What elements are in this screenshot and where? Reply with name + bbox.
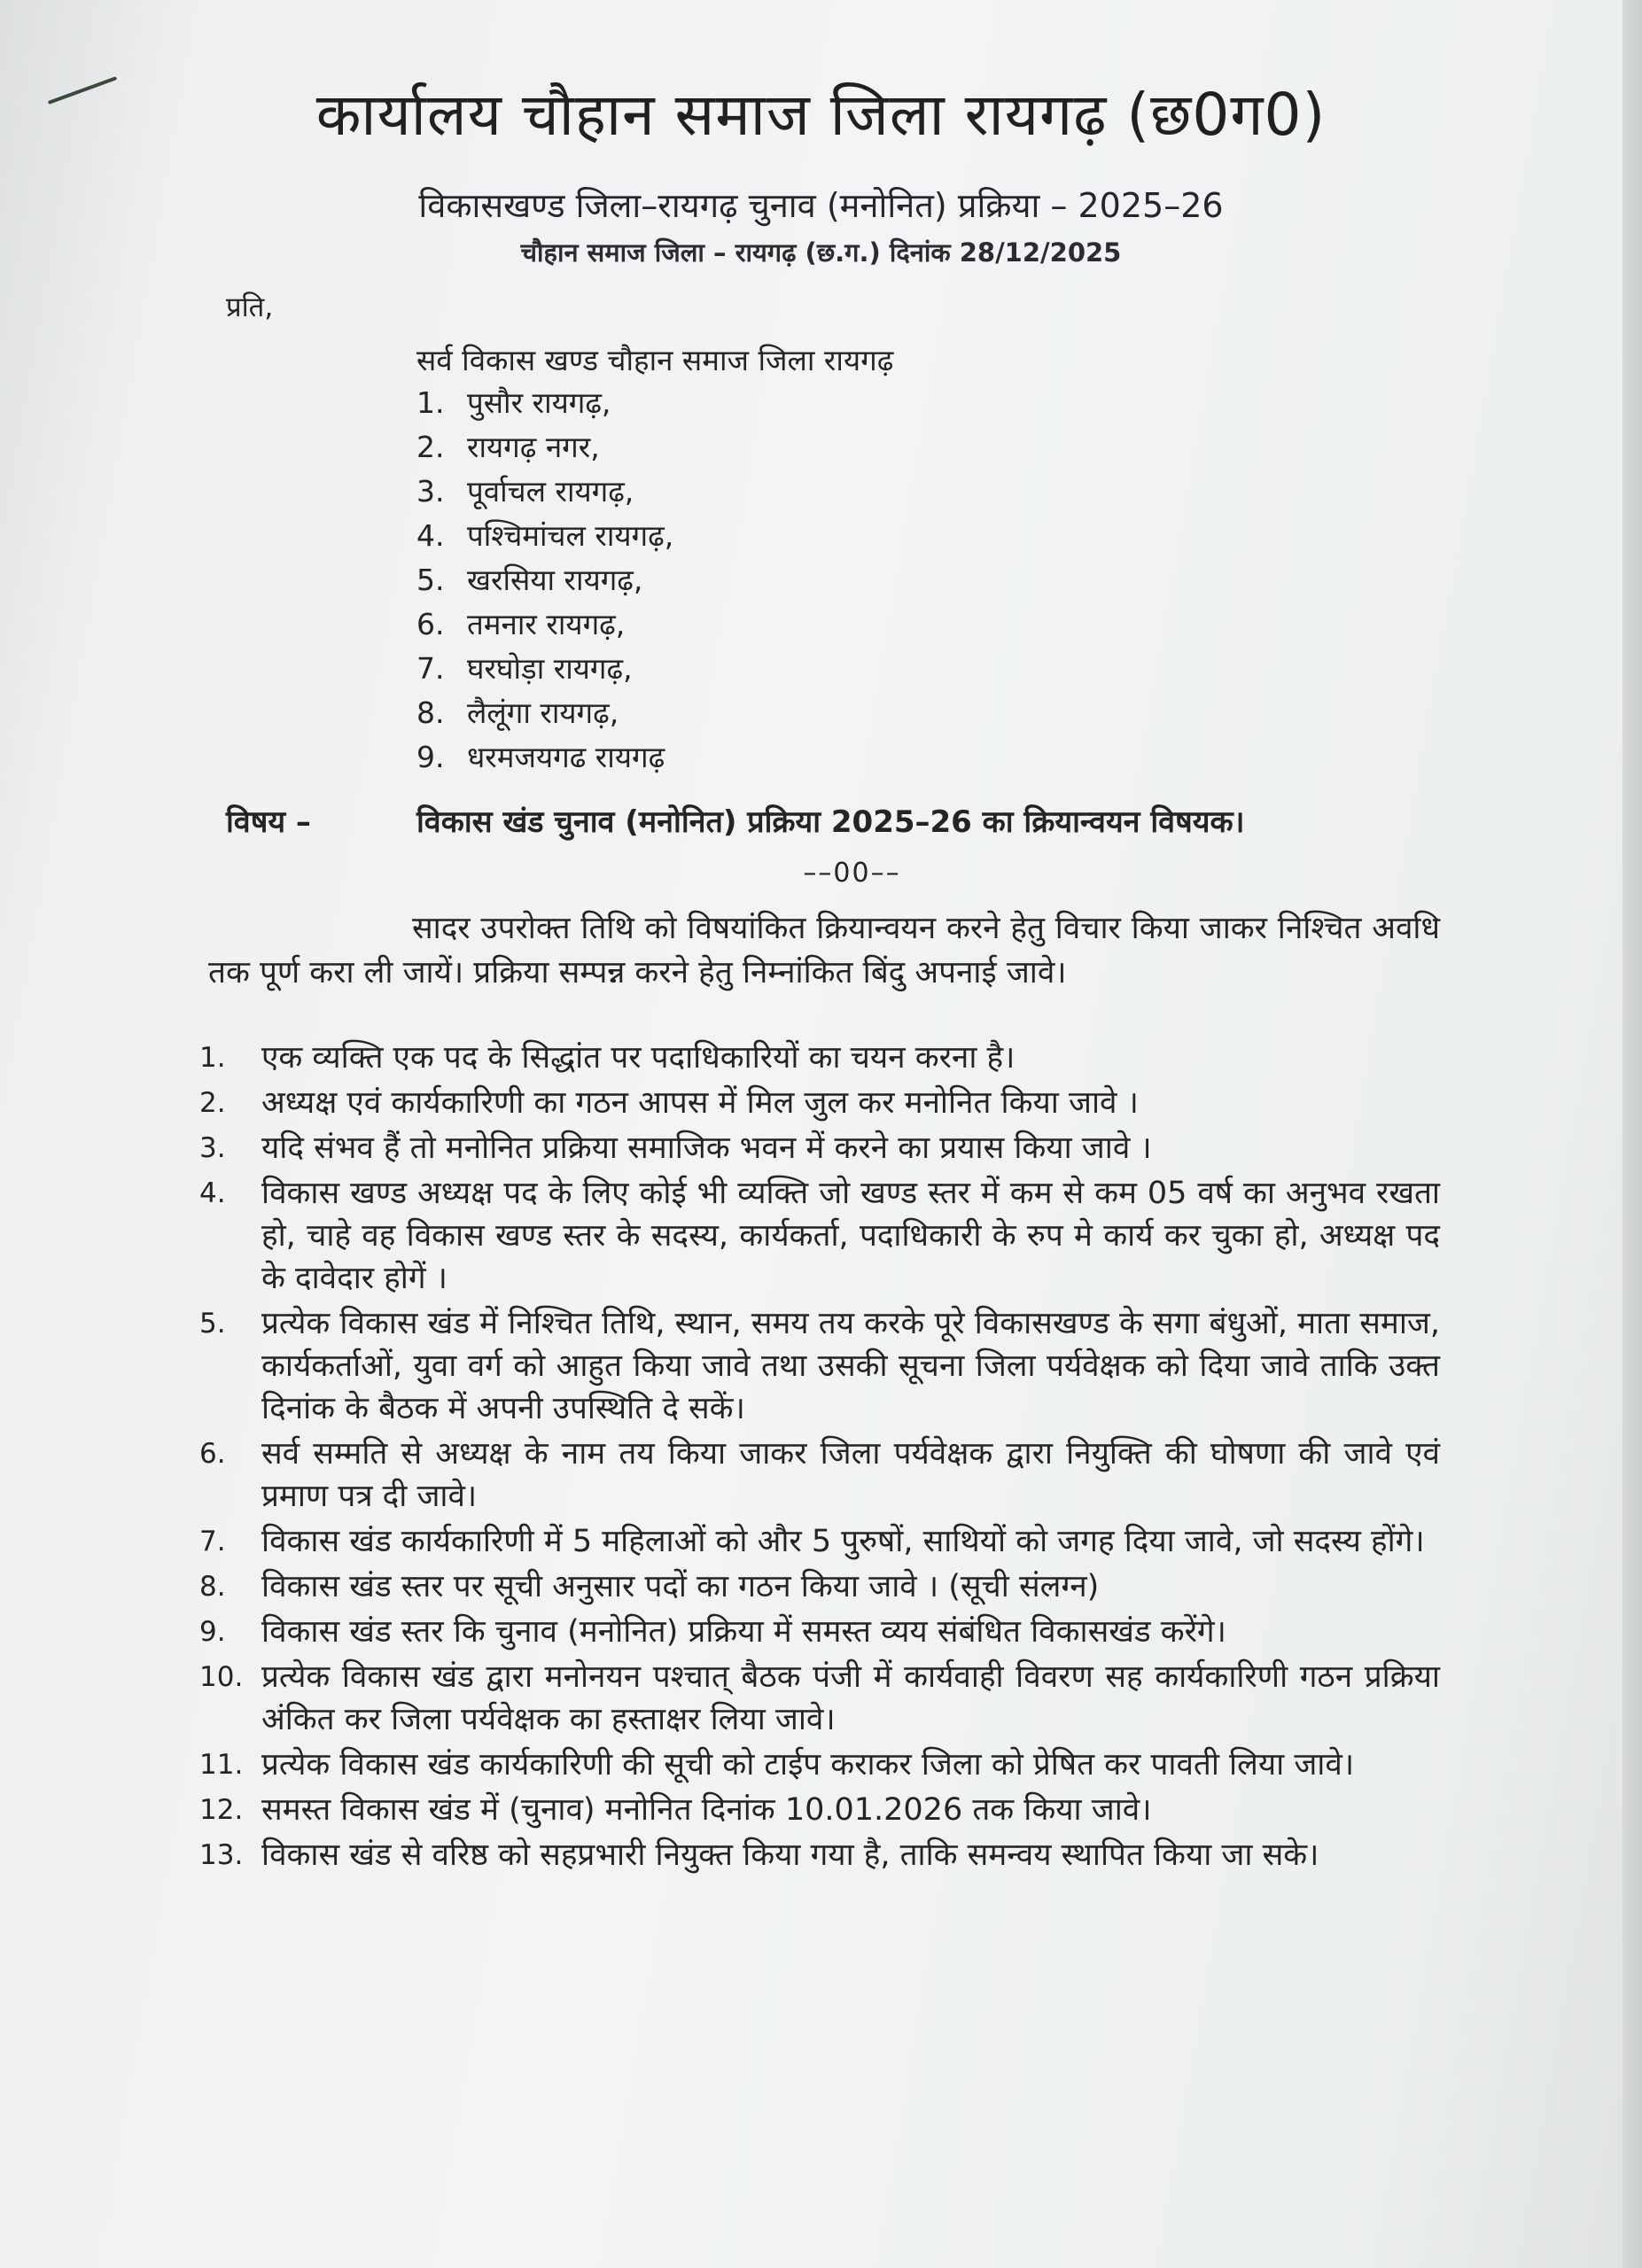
point-number: 5. bbox=[199, 1308, 226, 1340]
list-item-name: पश्चिमांचल रायगढ़, bbox=[467, 518, 674, 553]
list-item-name: पूर्वाचल रायगढ़, bbox=[467, 474, 634, 509]
point-text: विकास खंड कार्यकारिणी में 5 महिलाओं को और 5 पुरुषों, साथियों को जगह दिया जावे, जो सदस्य होंगे। bbox=[261, 1524, 1425, 1559]
point-number: 4. bbox=[199, 1177, 226, 1209]
list-item-number: 7. bbox=[416, 651, 445, 686]
list-item bbox=[199, 1834, 1440, 1876]
list-item bbox=[199, 1433, 1440, 1518]
block-list bbox=[416, 381, 673, 780]
point-text: अध्यक्ष एवं कार्यकारिणी का गठन आपस में मिल जुल कर मनोनित किया जावे । bbox=[261, 1085, 1139, 1121]
list-item-name: घरघोड़ा रायगढ़, bbox=[467, 651, 633, 686]
point-number: 7. bbox=[199, 1526, 226, 1557]
point-number: 9. bbox=[199, 1616, 226, 1648]
point-number: 2. bbox=[199, 1087, 226, 1119]
list-item-number: 2. bbox=[416, 430, 445, 464]
list-item-number: 3. bbox=[416, 474, 445, 509]
point-text: समस्त विकास खंड में (चुनाव) मनोनित दिनांक 10.01.2026 तक किया जावे। bbox=[261, 1792, 1152, 1828]
point-number: 3. bbox=[199, 1132, 226, 1164]
point-text: विकास खंड स्तर कि चुनाव (मनोनित) प्रक्रिया में समस्त व्यय संबंधित विकासखंड करेंगे। bbox=[261, 1614, 1226, 1650]
list-item-number: 1. bbox=[416, 385, 445, 420]
point-text: विकास खंड से वरिष्ठ को सहप्रभारी नियुक्त किया गया है, ताकि समन्वय स्थापित किया जा सके। bbox=[261, 1837, 1319, 1873]
process-subtitle: विकासखण्ड जिला–रायगढ़ चुनाव (मनोनित) प्रक्रिया – 2025–26 bbox=[418, 186, 1224, 225]
point-number: 11. bbox=[199, 1749, 244, 1781]
point-number: 8. bbox=[199, 1571, 226, 1603]
list-item bbox=[199, 1789, 1440, 1831]
page-edge-shadow bbox=[1623, 0, 1642, 2268]
point-text: प्रत्येक विकास खंड कार्यकारिणी की सूची को टाईप कराकर जिला को प्रेषित कर पावती लिया जावे। bbox=[261, 1747, 1355, 1783]
separator: ––00–– bbox=[803, 858, 901, 889]
list-item-name: रायगढ़ नगर, bbox=[467, 430, 600, 464]
point-text: विकास खण्ड अध्यक्ष पद के लिए कोई भी व्यक्ति जो खण्ड स्तर में कम से कम 05 वर्ष का अनुभव रखता हो, चाहे वह विकास खण्ड स्तर के सदस्य, कार्यकर्ता, पदाधिकारी के रुप मे कार्य कर चुका हो, अध्यक्ष पद के दावेदार होगें । bbox=[261, 1176, 1440, 1296]
subject-label: विषय – bbox=[226, 804, 311, 840]
list-item-name: खरसिया रायगढ़, bbox=[467, 563, 643, 597]
list-item bbox=[199, 1037, 1440, 1079]
recipient-addressee: सर्व विकास खण्ड चौहान समाज जिला रायगढ़ bbox=[416, 343, 894, 377]
list-item bbox=[416, 470, 673, 514]
list-item bbox=[199, 1520, 1440, 1563]
list-item bbox=[199, 1656, 1440, 1741]
list-item-number: 8. bbox=[416, 695, 445, 730]
list-item bbox=[199, 1565, 1440, 1608]
list-item bbox=[416, 558, 673, 602]
point-text: सर्व सम्मति से अध्यक्ष के नाम तय किया जाकर जिला पर्यवेक्षक द्वारा नियुक्ति की घोषणा की जावे एवं प्रमाण पत्र दी जावे। bbox=[261, 1436, 1440, 1514]
instruction-list bbox=[199, 1037, 1440, 1879]
point-text: विकास खंड स्तर पर सूची अनुसार पदों का गठन किया जावे । (सूची संलग्न) bbox=[261, 1569, 1100, 1604]
point-number: 13. bbox=[199, 1839, 244, 1871]
list-item-name: लैलूंगा रायगढ़, bbox=[467, 695, 619, 730]
point-text: एक व्यक्ति एक पद के सिद्धांत पर पदाधिकारियों का चयन करना है। bbox=[261, 1040, 1016, 1076]
list-item-number: 4. bbox=[416, 518, 445, 553]
subject-text: विकास खंड चुनाव (मनोनित) प्रक्रिया 2025–26 का क्रियान्वयन विषयक। bbox=[416, 804, 1245, 840]
office-title: कार्यालय चौहान समाज जिला रायगढ़ (छ0ग0) bbox=[315, 81, 1327, 149]
list-item bbox=[416, 735, 673, 780]
list-item bbox=[416, 381, 673, 425]
point-number: 1. bbox=[199, 1042, 226, 1074]
list-item-name: धरमजयगढ रायगढ़ bbox=[467, 740, 665, 774]
recipient-salutation: प्रति, bbox=[226, 291, 274, 323]
list-item-number: 6. bbox=[416, 607, 445, 641]
list-item bbox=[416, 647, 673, 691]
list-item-number: 9. bbox=[416, 740, 445, 774]
point-number: 6. bbox=[199, 1438, 226, 1470]
point-number: 12. bbox=[199, 1794, 244, 1826]
list-item bbox=[199, 1302, 1440, 1430]
intro-text: सादर उपरोक्त तिथि को विषयांकित क्रियान्वयन करने हेतु विचार किया जाकर निश्चित अवधि तक पूर्ण करा ली जायें। प्रक्रिया सम्पन्न करने हेतु निम्नांकित बिंदु अपनाई जावे। bbox=[208, 911, 1440, 990]
list-item bbox=[416, 602, 673, 647]
list-item bbox=[416, 514, 673, 558]
point-text: यदि संभव हैं तो मनोनित प्रक्रिया समाजिक भवन में करने का प्रयास किया जावे । bbox=[261, 1130, 1152, 1166]
list-item-name: तमनार रायगढ़, bbox=[467, 607, 626, 641]
point-text: प्रत्येक विकास खंड द्वारा मनोनयन पश्चात् बैठक पंजी में कार्यवाही विवरण सह कार्यकारिणी गठन प्रक्रिया अंकित कर जिला पर्यवेक्षक का हस्ताक्षर लिया जावे। bbox=[261, 1659, 1440, 1737]
list-item bbox=[416, 425, 673, 470]
date-line: चौहान समाज जिला – रायगढ़ (छ.ग.) दिनांक 28/12/2025 bbox=[520, 237, 1122, 268]
list-item-number: 5. bbox=[416, 563, 445, 597]
intro-paragraph bbox=[208, 906, 1440, 995]
list-item-name: पुसौर रायगढ़, bbox=[467, 385, 611, 420]
list-item bbox=[199, 1611, 1440, 1653]
point-number: 10. bbox=[199, 1661, 244, 1693]
list-item bbox=[199, 1744, 1440, 1786]
point-text: प्रत्येक विकास खंड में निश्चित तिथि, स्थान, समय तय करके पूरे विकासखण्ड के सगा बंधुओं, माता समाज, कार्यकर्ताओं, युवा वर्ग को आहुत किया जावे तथा उसकी सूचना जिला पर्यवेक्षक को दिया जावे ताकि उक्त दिनांक के बैठक में अपनी उपस्थिति दे सकें। bbox=[261, 1306, 1440, 1426]
list-item bbox=[199, 1127, 1440, 1169]
list-item bbox=[199, 1172, 1440, 1300]
list-item bbox=[416, 691, 673, 735]
list-item bbox=[199, 1082, 1440, 1124]
